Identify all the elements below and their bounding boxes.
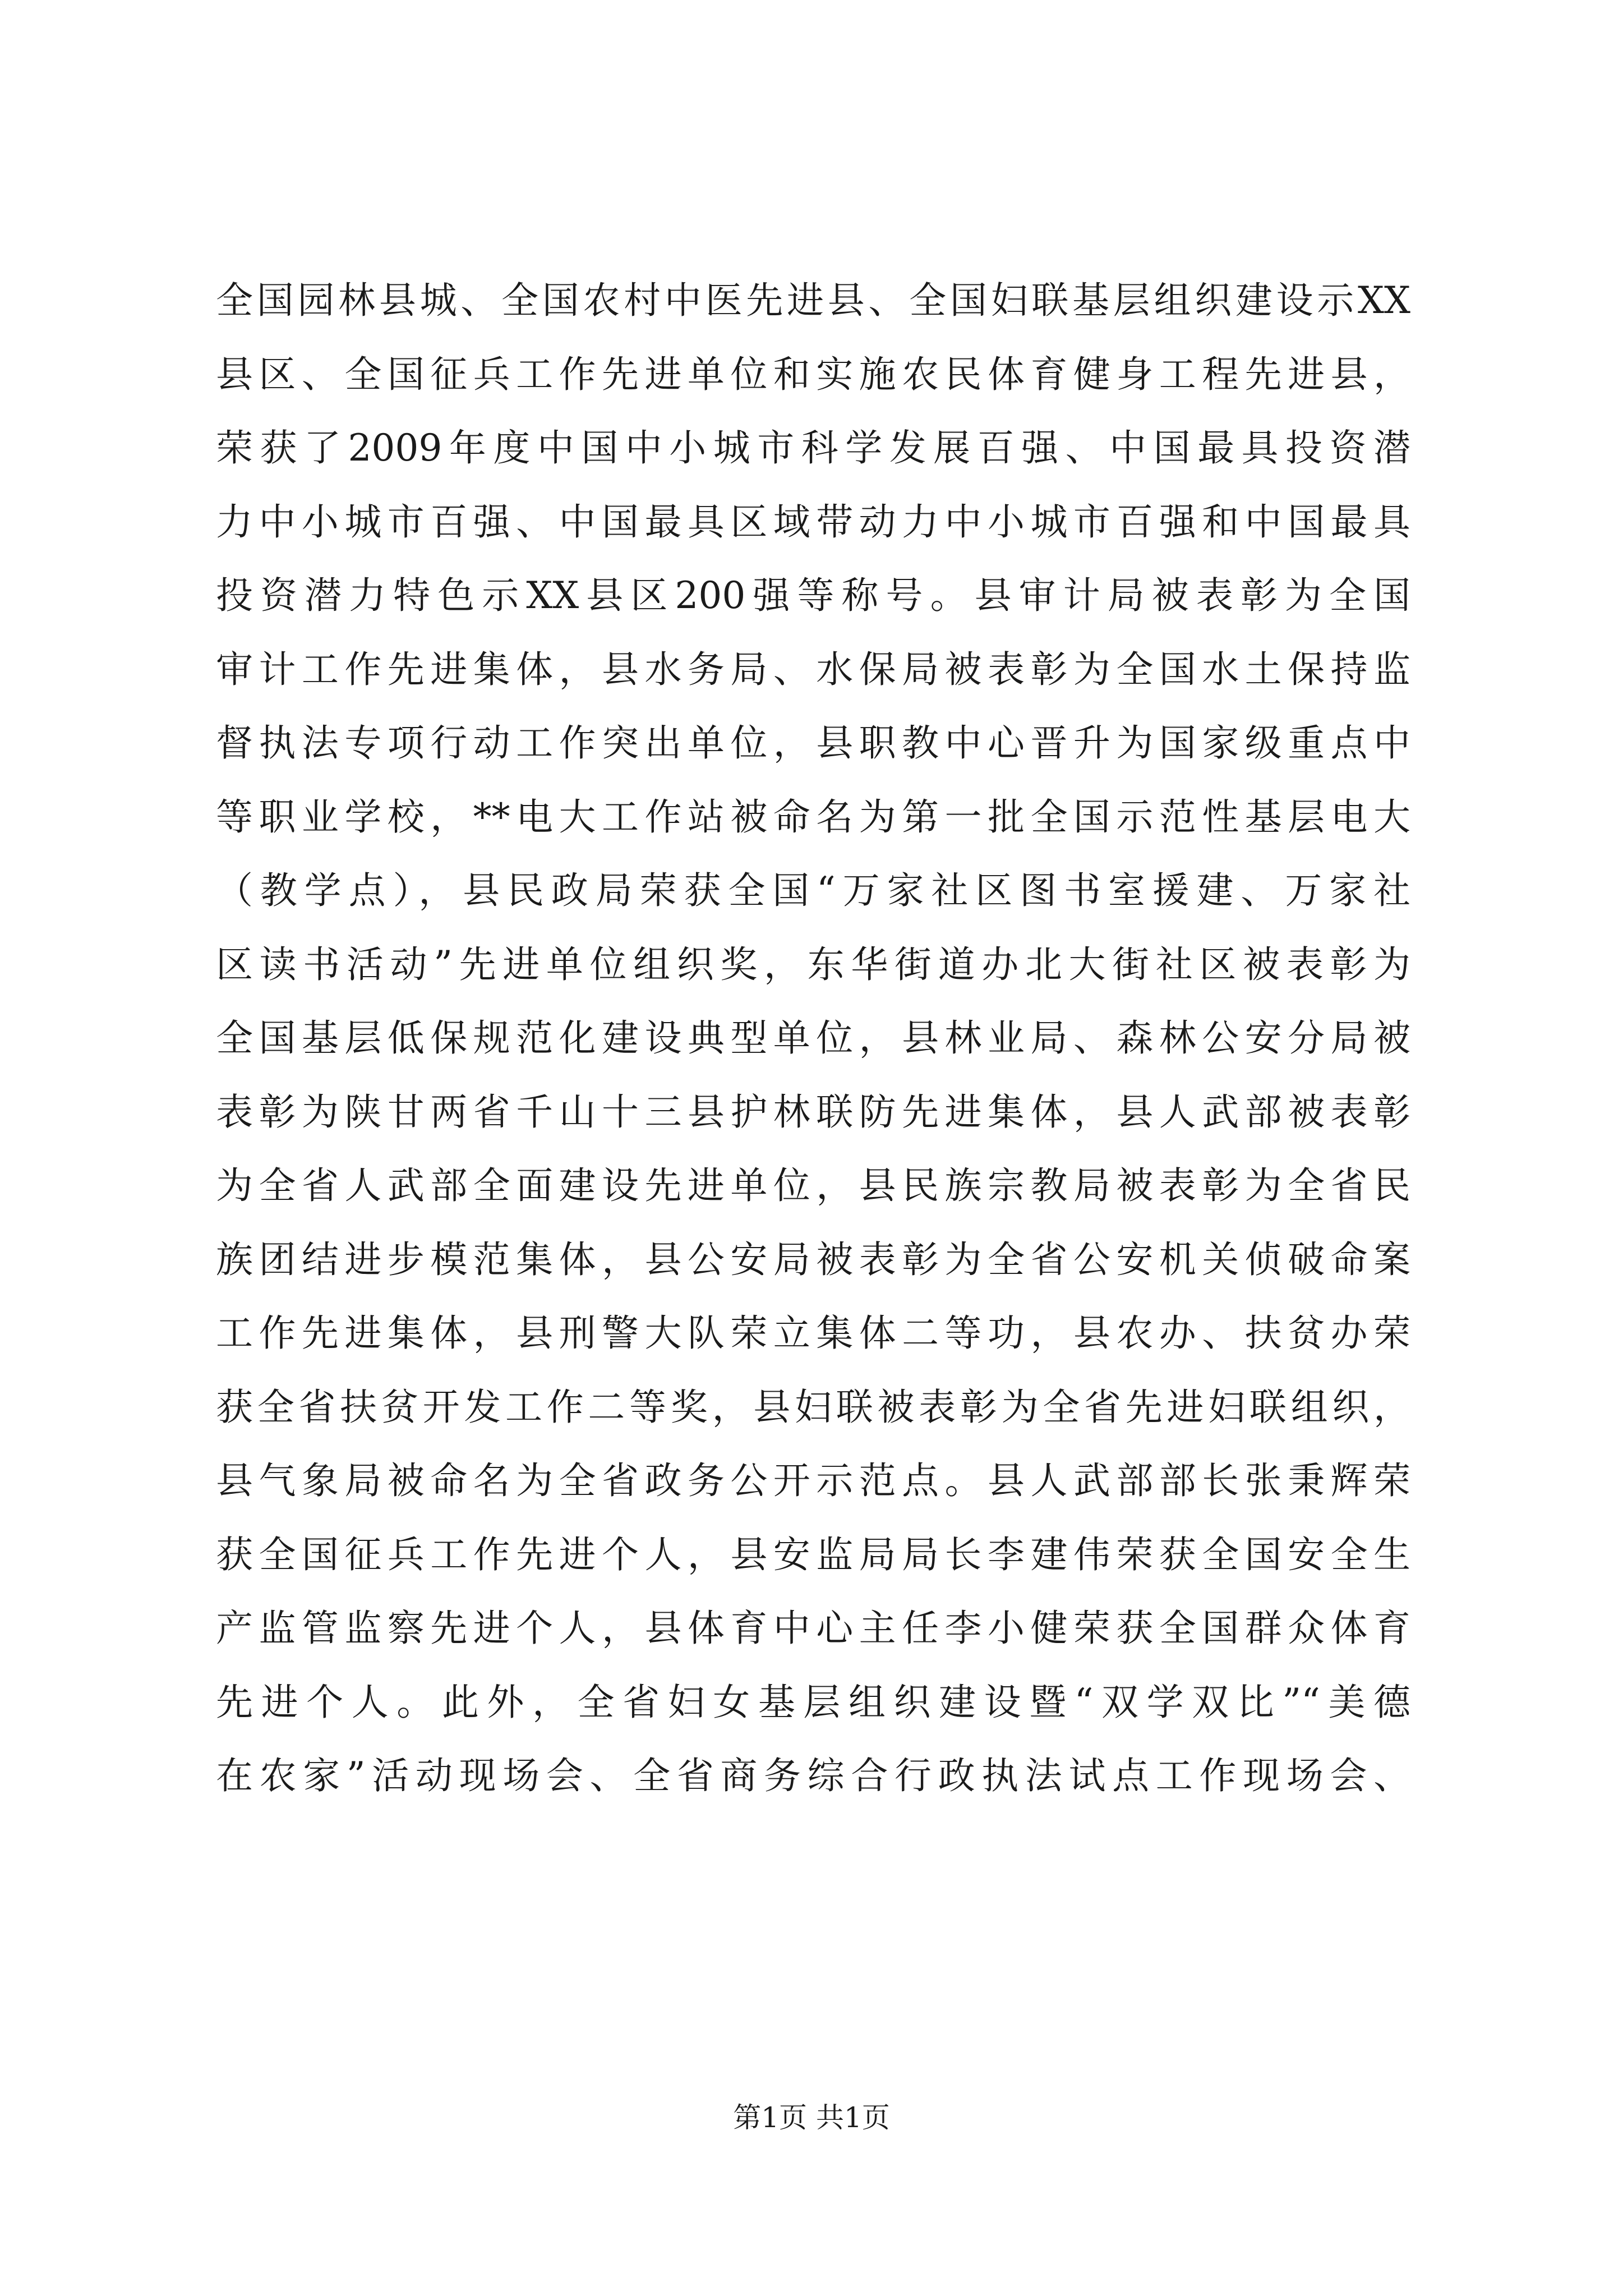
- text-line: 先进个人。此外，全省妇女基层组织建设暨“双学双比”“美德: [216, 1680, 1410, 1724]
- text-line: 投资潜力特色示XX县区200强等称号。县审计局被表彰为全国: [216, 574, 1410, 617]
- text-line: 获全省扶贫开发工作二等奖，县妇联被表彰为全省先进妇联组织，: [216, 1385, 1410, 1429]
- text-line: 审计工作先进集体，县水务局、水保局被表彰为全国水土保持监: [216, 647, 1410, 691]
- text-line: 为全省人武部全面建设先进单位，县民族宗教局被表彰为全省民: [216, 1164, 1410, 1207]
- text-line: 表彰为陕甘两省千山十三县护林联防先进集体，县人武部被表彰: [216, 1090, 1410, 1134]
- text-line: 督执法专项行动工作突出单位，县职教中心晋升为国家级重点中: [216, 721, 1410, 765]
- text-line: 获全国征兵工作先进个人，县安监局局长李建伟荣获全国安全生: [216, 1533, 1410, 1576]
- text-line: 等职业学校，**电大工作站被命名为第一批全国示范性基层电大: [216, 795, 1410, 839]
- text-line: 全国园林县城、全国农村中医先进县、全国妇联基层组织建设示XX: [216, 279, 1410, 322]
- text-line: 县区、全国征兵工作先进单位和实施农民体育健身工程先进县，: [216, 352, 1410, 396]
- text-line: 县气象局被命名为全省政务公开示范点。县人武部部长张秉辉荣: [216, 1459, 1410, 1502]
- text-line: （教学点），县民政局荣获全国“万家社区图书室援建、万家社: [216, 869, 1410, 912]
- text-line: 产监管监察先进个人，县体育中心主任李小健荣获全国群众体育: [216, 1607, 1410, 1650]
- body-paragraph: [216, 264, 1410, 1813]
- text-line: 荣获了2009年度中国中小城市科学发展百强、中国最具投资潜: [216, 426, 1410, 470]
- text-line: 族团结进步模范集体，县公安局被表彰为全省公安机关侦破命案: [216, 1237, 1410, 1281]
- text-line: 力中小城市百强、中国最具区域带动力中小城市百强和中国最具: [216, 500, 1410, 544]
- page-footer: [0, 2098, 1623, 2137]
- page-number: 第1页 共1页: [733, 2101, 890, 2134]
- text-line: 工作先进集体，县刑警大队荣立集体二等功，县农办、扶贫办荣: [216, 1312, 1410, 1355]
- text-line: 全国基层低保规范化建设典型单位，县林业局、森林公安分局被: [216, 1016, 1410, 1060]
- text-line: 区读书活动”先进单位组织奖，东华街道办北大街社区被表彰为: [216, 942, 1410, 986]
- text-line: 在农家”活动现场会、全省商务综合行政执法试点工作现场会、: [216, 1754, 1410, 1797]
